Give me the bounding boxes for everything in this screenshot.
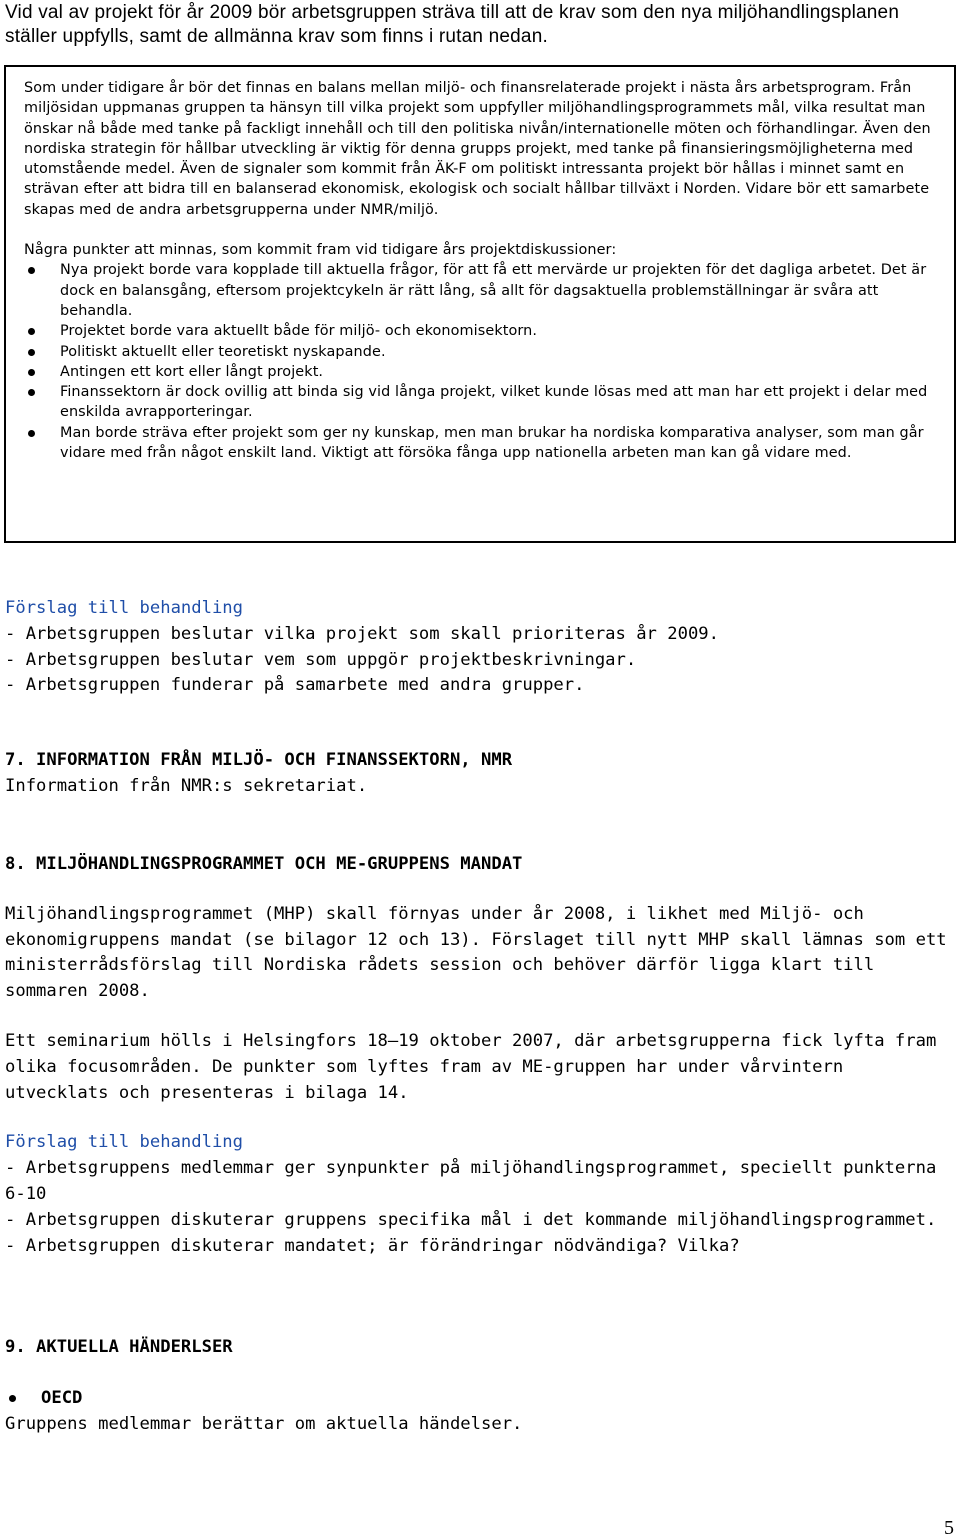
bullet-icon: [28, 389, 35, 396]
section-text: Gruppens medlemmar berättar om aktuella händelser.: [5, 1413, 523, 1434]
bullet-icon: [28, 430, 35, 437]
proposal-label: Förslag till behandling: [5, 598, 243, 618]
box-bullet-list: [24, 260, 942, 463]
list-item: Antingen ett kort eller långt projekt.: [24, 362, 942, 382]
proposal-line: - Arbetsgruppen beslutar vem som uppgör projektbeskrivningar.: [5, 649, 637, 670]
proposal-line: - Arbetsgruppen funderar på samarbete med andra grupper.: [5, 675, 585, 696]
proposal-line: - Arbetsgruppens medlemmar ger synpunkter på miljöhandlingsprogrammet, speciellt punkterna 6-10: [5, 1158, 937, 1204]
section-paragraph: Miljöhandlingsprogrammet (MHP) skall förnyas under år 2008, i likhet med Miljö- och ekonomigruppens mandat (se bilagor 12 och 13). Förslaget till nytt MHP skall lämnas som ett ministerrådsförslag till Nordiska rådets session och behöver därför ligga klart till sommaren 2008.: [5, 903, 947, 1002]
bullet-icon: [28, 328, 35, 335]
intro-paragraph: Vid val av projekt för år 2009 bör arbetsgruppen sträva till att de krav som den nya miljöhandlingsplanen ställer uppfylls, samt de allmänna krav som finns i rutan nedan.: [5, 2, 900, 47]
list-item: Politiskt aktuellt eller teoretiskt nyskapande.: [24, 342, 942, 362]
section-8: [5, 852, 950, 1259]
section-paragraph: Ett seminarium hölls i Helsingfors 18—19 oktober 2007, där arbetsgrupperna fick lyfta fram olika focusområden. De punkter som lyftes fram av ME-gruppen har under vårvintern utvecklats och presenteras i bilaga 14.: [5, 1030, 937, 1103]
section-heading: 7. INFORMATION FRÅN MILJÖ- OCH FINANSSEKTORN, NMR: [5, 750, 513, 770]
section-heading: 9. AKTUELLA HÄNDERLSER: [5, 1337, 233, 1357]
section-7: [5, 748, 950, 800]
proposal-label: Förslag till behandling: [5, 1132, 243, 1153]
box-points-intro: Några punkter att minnas, som kommit fram vid tidigare års projektdiskussioner:: [24, 242, 617, 259]
list-item: Man borde sträva efter projekt som ger ny kunskap, men man brukar ha nordiska komparativa analyser, som man går vidare med från något enskilt land. Viktigt att försöka fånga upp nationella arbeten man kan gå vidare med.: [24, 423, 942, 464]
bullet-icon: [28, 369, 35, 376]
box-paragraph: Som under tidigare år bör det finnas en balans mellan miljö- och finansrelaterade projekt i nästa års arbetsprogram. Från miljösidan uppmanas gruppen ta hänsyn till vilka projekt som uppfyller miljöhandlingsprogrammets mål, vilka resultat man önskar nå både med tanke på fackligt innehåll och till den politiska nivån/internationelle möten och förhandlingar. Även den nordiska strategin för hållbar utveckling är viktig för denna grupps projekt, med tanke på finansieringsmöjligheterna med utomstående medel. Även de signaler som kommit från ÄK-F om politiskt intressanta projekt bör hållas i minnet samt en strävan efter att bidra till en balanserad ekonomisk, ekologisk och socialt hållbar tillväxt i Norden. Vidare bör ett samarbete skapas med de andra arbetsgrupperna under NMR/miljö.: [24, 80, 931, 218]
page-number: 5: [944, 1517, 954, 1539]
proposal-line: - Arbetsgruppen diskuterar gruppens specifika mål i det kommande miljöhandlingsprogrammet.: [5, 1209, 937, 1230]
list-item: Projektet borde vara aktuellt både för miljö- och ekonomisektorn.: [24, 321, 942, 341]
bullet-icon: [9, 1395, 16, 1402]
bullet-icon: [28, 267, 35, 274]
list-item: Nya projekt borde vara kopplade till aktuella frågor, för att få ett mervärde ur projekten för det dagliga arbetet. Det är dock en balansgång, eftersom projektcykeln är rätt lång, så allt för dagsaktuella problemställningar är svåra att behandla.: [24, 260, 942, 321]
criteria-box: [4, 65, 956, 543]
section-9: [5, 1335, 950, 1437]
proposal-line: - Arbetsgruppen diskuterar mandatet; är förändringar nödvändiga? Vilka?: [5, 1235, 740, 1256]
list-item: OECD: [5, 1386, 950, 1412]
list-item: Finanssektorn är dock ovillig att binda sig vid långa projekt, vilket kunde lösas med att man har ett projekt i delar med enskilda avrapporteringar.: [24, 382, 942, 423]
proposal-line: - Arbetsgruppen beslutar vilka projekt som skall prioriteras år 2009.: [5, 623, 719, 644]
section-text: Information från NMR:s sekretariat.: [5, 775, 368, 796]
proposal-section-1: [5, 596, 950, 699]
bullet-icon: [28, 349, 35, 356]
section-heading: 8. MILJÖHANDLINGSPROGRAMMET OCH ME-GRUPPENS MANDAT: [5, 854, 523, 874]
